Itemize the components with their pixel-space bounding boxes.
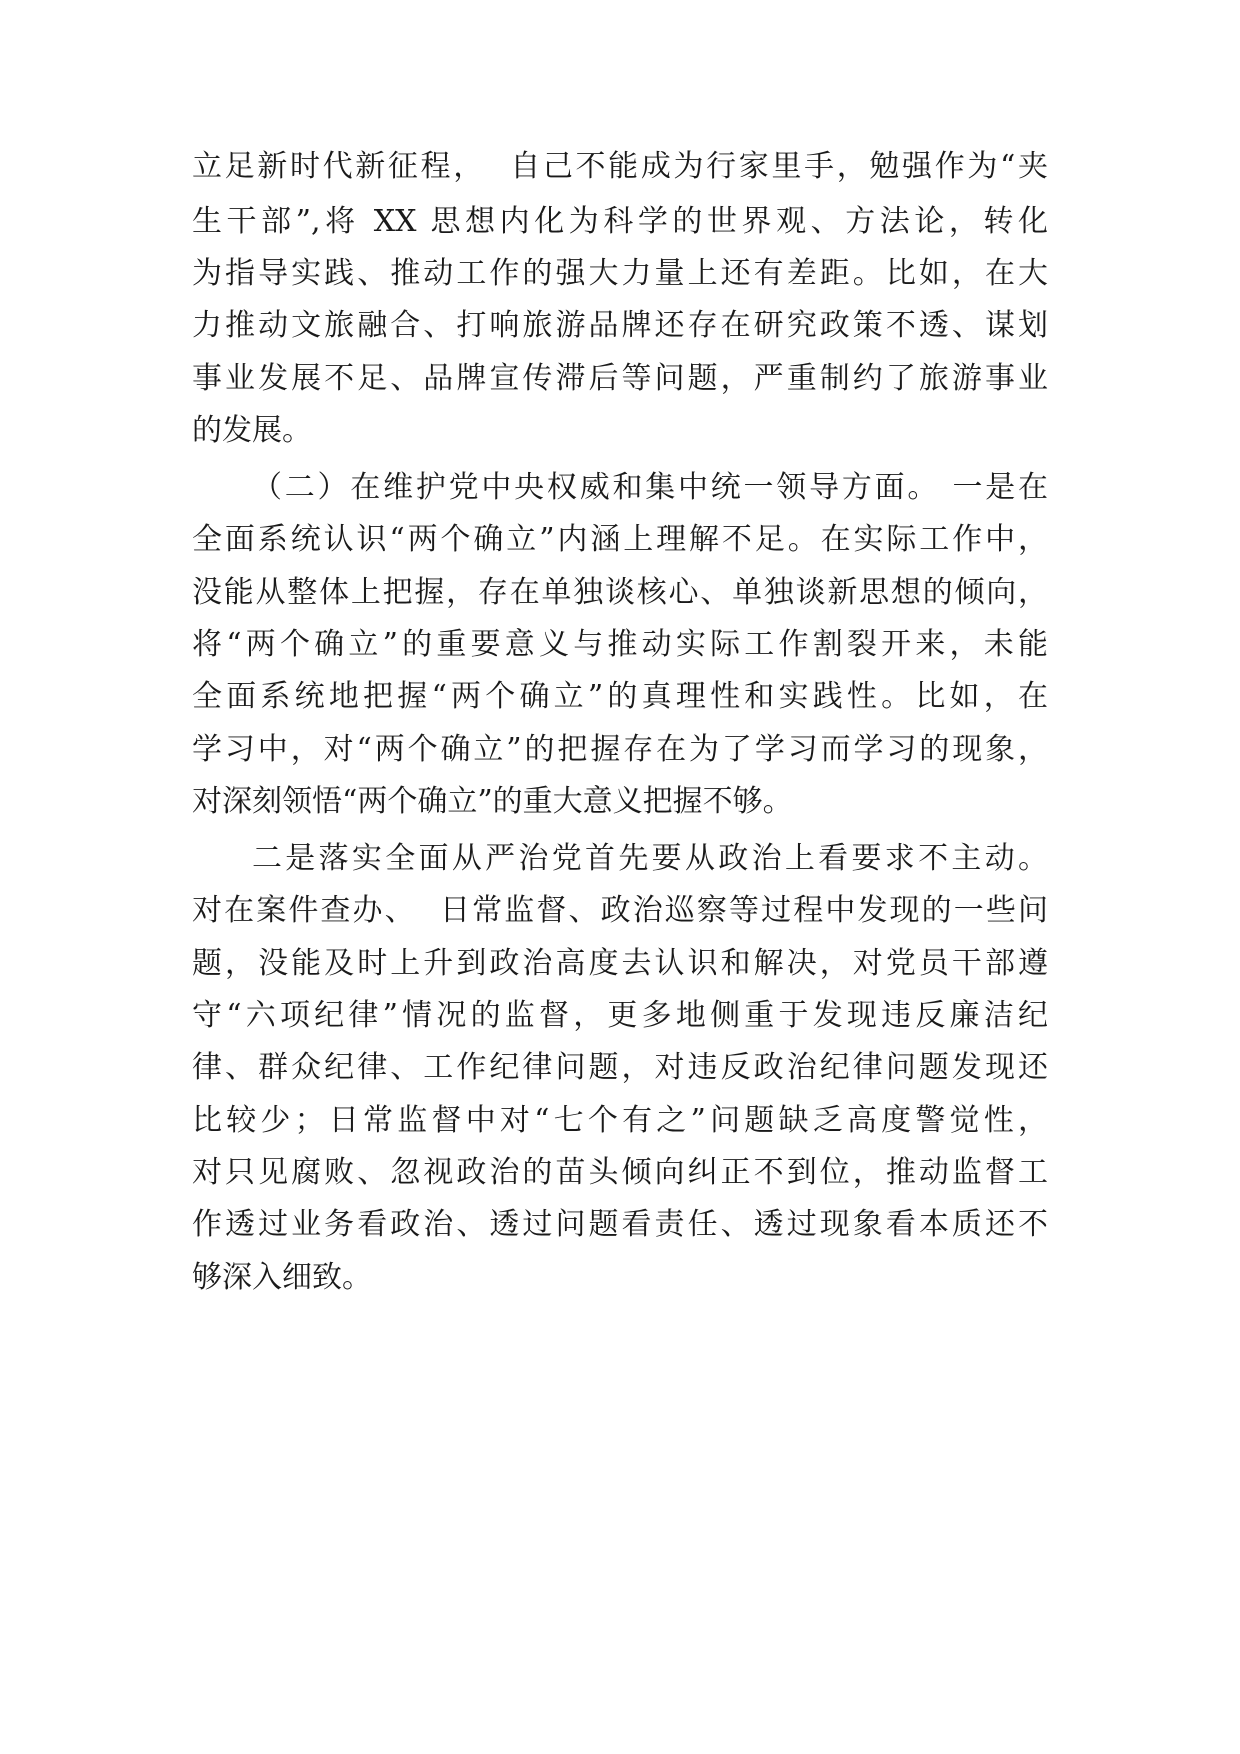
paragraph-1-line-5: 事业发展不足、品牌宣传滞后等问题，严重制约了旅游事业 xyxy=(192,361,1048,396)
paragraph-2-line-5: 全面系统地把握“两个确立”的真理性和实践性。比如，在 xyxy=(192,679,1048,714)
paragraph-3-line-1: 二是落实全面从严治党首先要从政治上看要求不主动。 xyxy=(252,841,1048,876)
paragraph-1-line-4: 力推动文旅融合、打响旅游品牌还存在研究政策不透、谋划 xyxy=(192,308,1048,343)
paragraph-3-line-2: 对在案件查办、 日常监督、政治巡察等过程中发现的一些问 xyxy=(192,893,1048,928)
paragraph-1-line-6: 的发展。 xyxy=(192,413,312,448)
paragraph-1-line-2: 生干部”,将 XX 思想内化为科学的世界观、方法论，转化 xyxy=(192,204,1048,239)
paragraph-2-line-1: （二）在维护党中央权威和集中统一领导方面。 一是在 xyxy=(252,470,1048,505)
paragraph-3-line-8: 作透过业务看政治、透过问题看责任、透过现象看本质还不 xyxy=(192,1207,1048,1242)
paragraph-2-line-2: 全面系统认识“两个确立”内涵上理解不足。在实际工作中， xyxy=(192,522,1048,557)
paragraph-1-line-1: 立足新时代新征程， 自己不能成为行家里手，勉强作为“夹 xyxy=(192,149,1048,184)
paragraph-3-line-5: 律、群众纪律、工作纪律问题，对违反政治纪律问题发现还 xyxy=(192,1050,1048,1085)
paragraph-3-line-3: 题，没能及时上升到政治高度去认识和解决，对党员干部遵 xyxy=(192,946,1048,981)
paragraph-2-line-7: 对深刻领悟“两个确立”的重大意义把握不够。 xyxy=(192,784,793,819)
paragraph-2-line-4: 将“两个确立”的重要意义与推动实际工作割裂开来，未能 xyxy=(192,627,1048,662)
paragraph-3-line-4: 守“六项纪律”情况的监督，更多地侧重于发现违反廉洁纪 xyxy=(192,998,1048,1033)
paragraph-3-line-9: 够深入细致。 xyxy=(192,1260,372,1295)
paragraph-2-line-6: 学习中，对“两个确立”的把握存在为了学习而学习的现象， xyxy=(192,732,1048,767)
paragraph-3-line-7: 对只见腐败、忽视政治的苗头倾向纠正不到位，推动监督工 xyxy=(192,1155,1048,1190)
paragraph-2-line-3: 没能从整体上把握，存在单独谈核心、单独谈新思想的倾向， xyxy=(192,575,1048,610)
paragraph-3-line-6: 比较少；日常监督中对“七个有之”问题缺乏高度警觉性， xyxy=(192,1103,1048,1138)
paragraph-1-line-3: 为指导实践、推动工作的强大力量上还有差距。比如，在大 xyxy=(192,256,1048,291)
